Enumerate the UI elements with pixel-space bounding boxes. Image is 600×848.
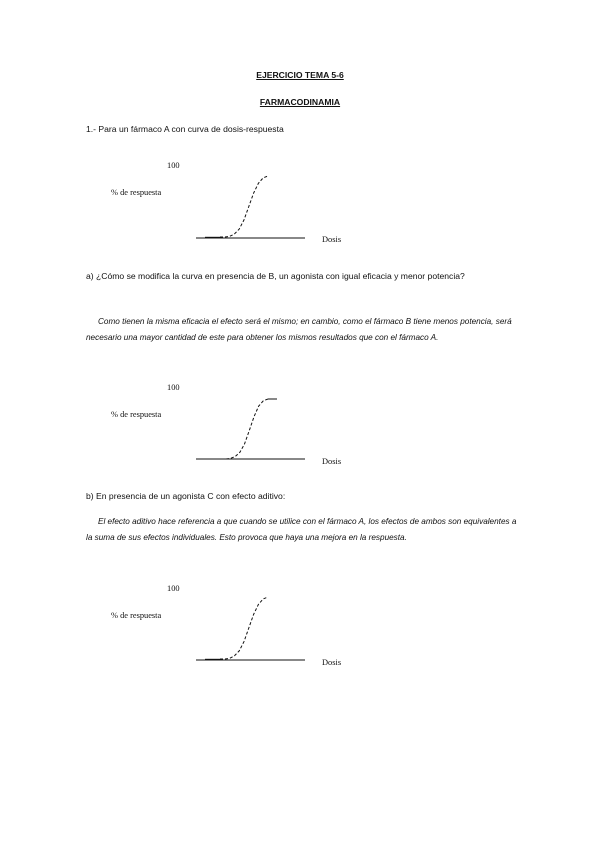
y-axis-label: % de respuesta xyxy=(111,410,162,419)
x-axis-label: Dosis xyxy=(322,457,342,466)
dose-response-curve xyxy=(221,399,268,459)
page-title: EJERCICIO TEMA 5-6 xyxy=(256,70,344,80)
chart-svg xyxy=(100,146,360,261)
page-subtitle: FARMACODINAMIA xyxy=(259,97,341,107)
y-axis-label: % de respuesta xyxy=(111,188,162,197)
y-max-label: 100 xyxy=(167,584,180,593)
x-axis-label: Dosis xyxy=(322,658,342,667)
dose-response-curve xyxy=(220,597,268,659)
x-axis-label: Dosis xyxy=(322,235,342,244)
dose-response-chart-c xyxy=(100,569,360,684)
answer-b-text: El efecto aditivo hace referencia a que cuando se utilice con el fármaco A, los efectos de ambos son equivalentes a la suma de sus efectos individuales. Esto provoca que haya una mejora en la respuesta. xyxy=(86,517,517,542)
chart-svg xyxy=(100,368,360,483)
dose-response-curve xyxy=(220,176,268,237)
y-axis-label: % de respuesta xyxy=(111,611,162,620)
chart-svg xyxy=(100,569,360,684)
dose-response-chart-a xyxy=(100,146,360,261)
y-max-label: 100 xyxy=(167,161,180,170)
question-b-text: b) En presencia de un agonista C con efecto aditivo: xyxy=(86,491,286,501)
y-max-label: 100 xyxy=(167,383,180,392)
question-1-text: 1.- Para un fármaco A con curva de dosis-respuesta xyxy=(86,124,284,134)
dose-response-chart-b xyxy=(100,368,360,483)
answer-a-text: Como tienen la misma eficacia el efecto será el mismo; en cambio, como el fármaco B tiene menos potencia, será necesario una mayor cantidad de este para obtener los mismos resultados que con el fármaco A. xyxy=(86,317,512,342)
question-a-text: a) ¿Cómo se modifica la curva en presencia de B, un agonista con igual eficacia y menor potencia? xyxy=(86,271,465,281)
